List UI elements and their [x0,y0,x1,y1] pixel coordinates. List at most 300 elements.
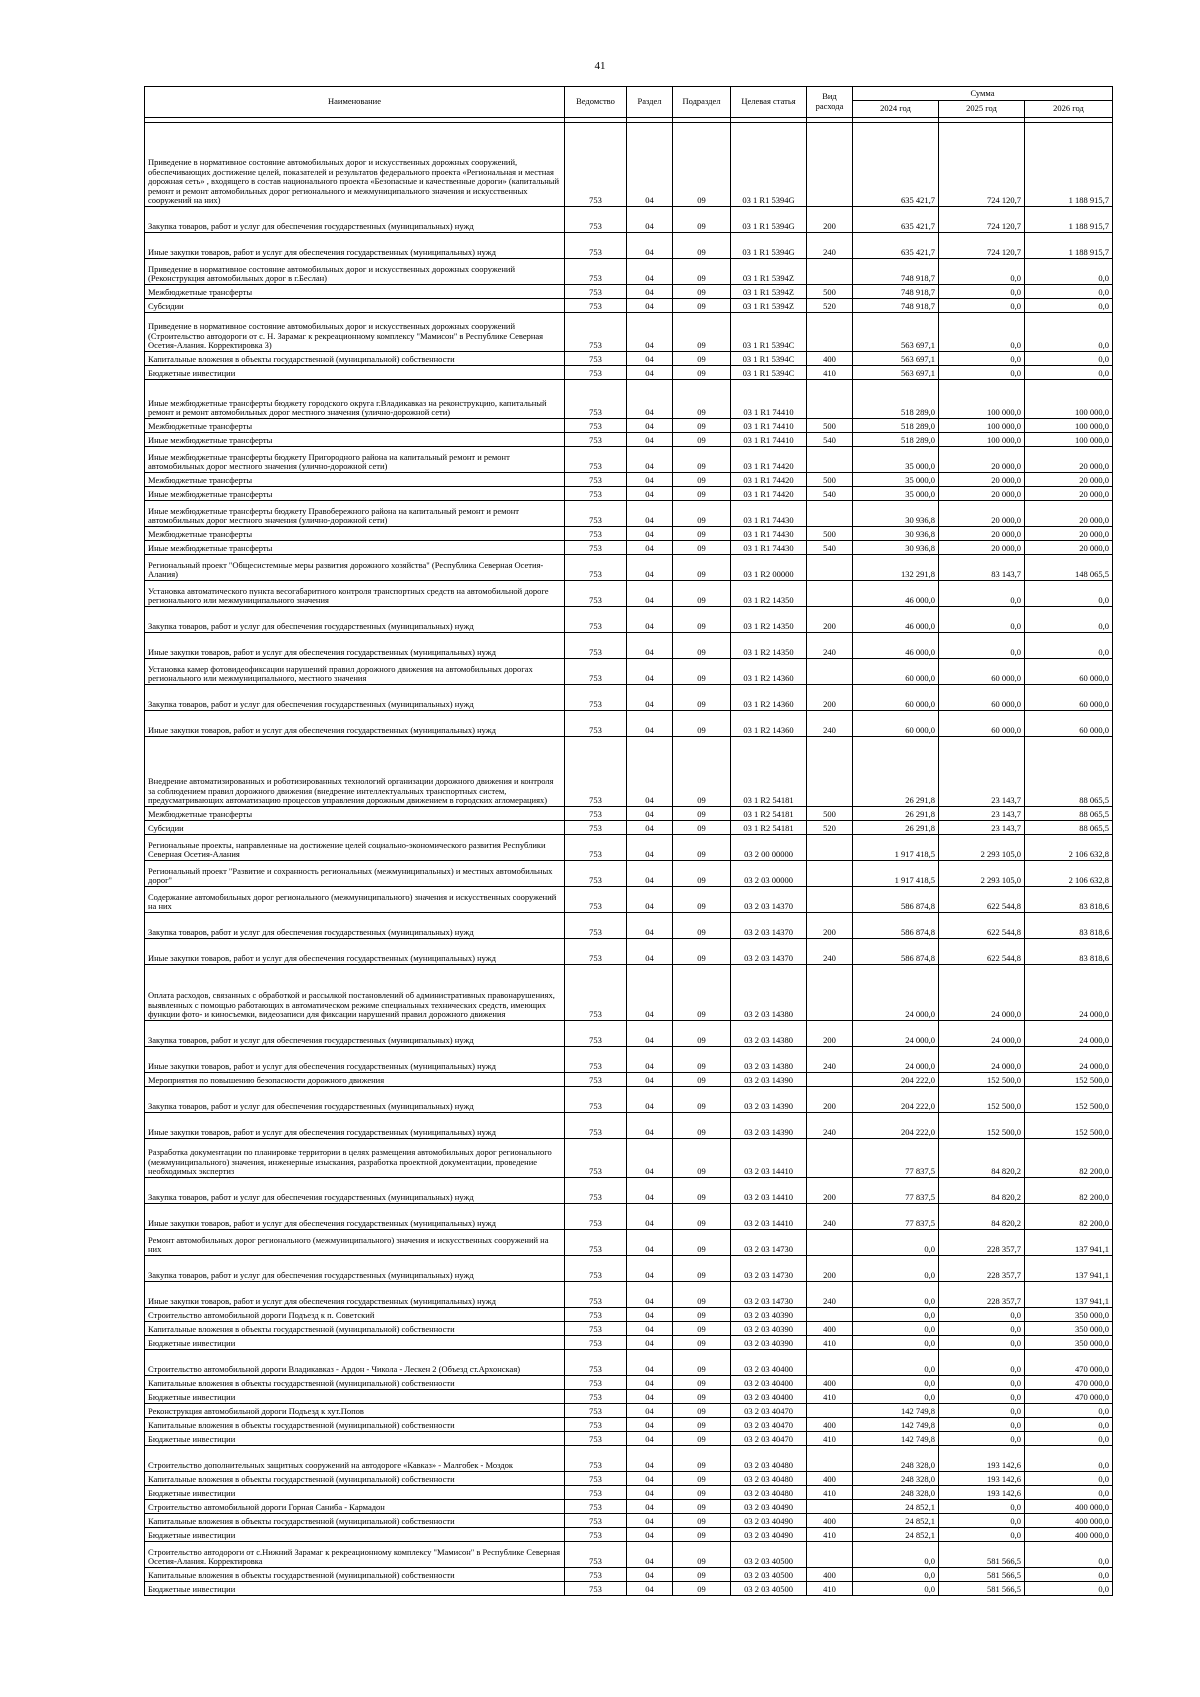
row-name: Закупка товаров, работ и услуг для обеспечения государственных (муниципальных) нужд [145,207,565,233]
row-razdel: 04 [627,1432,673,1446]
row-podrazdel: 09 [673,913,731,939]
row-podrazdel: 09 [673,835,731,861]
row-razdel: 04 [627,1418,673,1432]
row-vid-raskhoda: 400 [807,1472,853,1486]
row-sum-2026: 0,0 [1025,313,1113,352]
row-podrazdel: 09 [673,313,731,352]
table-row [145,1376,1113,1390]
row-sum-2024: 35 000,0 [853,473,939,487]
row-celevaya-statya: 03 2 03 40480 [731,1486,807,1500]
row-vid-raskhoda: 410 [807,1390,853,1404]
row-vedomstvo: 753 [565,1568,627,1582]
page-number: 41 [594,60,606,72]
row-podrazdel: 09 [673,1418,731,1432]
row-sum-2025: 23 143,7 [939,737,1025,807]
table-row [145,1582,1113,1596]
row-razdel: 04 [627,527,673,541]
row-razdel: 04 [627,1322,673,1336]
row-sum-2025: 0,0 [939,1404,1025,1418]
row-celevaya-statya: 03 1 R1 74410 [731,419,807,433]
row-vid-raskhoda [807,1350,853,1376]
row-sum-2025: 83 143,7 [939,555,1025,581]
row-name: Капитальные вложения в объекты государственной (муниципальной) собственности [145,1376,565,1390]
row-celevaya-statya: 03 2 03 40480 [731,1472,807,1486]
row-sum-2026: 350 000,0 [1025,1308,1113,1322]
row-vedomstvo: 753 [565,581,627,607]
row-celevaya-statya: 03 2 03 14380 [731,1021,807,1047]
row-sum-2024: 0,0 [853,1376,939,1390]
row-celevaya-statya: 03 2 03 14410 [731,1178,807,1204]
row-razdel: 04 [627,939,673,965]
row-razdel: 04 [627,259,673,285]
row-razdel: 04 [627,1390,673,1404]
row-celevaya-statya: 03 2 03 14380 [731,1047,807,1073]
row-sum-2026: 20 000,0 [1025,447,1113,473]
row-vedomstvo: 753 [565,1204,627,1230]
table-row [145,1322,1113,1336]
row-sum-2024: 60 000,0 [853,711,939,737]
row-name: Иные закупки товаров, работ и услуг для обеспечения государственных (муниципальных) нужд [145,233,565,259]
row-vedomstvo: 753 [565,807,627,821]
row-name: Приведение в нормативное состояние автомобильных дорог и искусственных дорожных сооружений (Строительство автодороги от с. Н. Зарамаг к рекреационному комплексу "Мамисон" в Республике Северная Осетия-Алания. Корректировка 3) [145,313,565,352]
row-podrazdel: 09 [673,861,731,887]
row-razdel: 04 [627,1087,673,1113]
table-row [145,1486,1113,1500]
table-row [145,1418,1113,1432]
row-vedomstvo: 753 [565,1376,627,1390]
row-podrazdel: 09 [673,285,731,299]
row-sum-2026: 88 065,5 [1025,821,1113,835]
table-row [145,366,1113,380]
row-celevaya-statya: 03 1 R1 5394G [731,207,807,233]
row-razdel: 04 [627,1350,673,1376]
row-podrazdel: 09 [673,965,731,1021]
table-row [145,1500,1113,1514]
table-row [145,711,1113,737]
row-sum-2026: 88 065,5 [1025,737,1113,807]
row-sum-2024: 35 000,0 [853,447,939,473]
row-celevaya-statya: 03 1 R2 14350 [731,633,807,659]
header-2025: 2025 год [939,101,1025,118]
row-vid-raskhoda [807,887,853,913]
header-summa: Сумма [853,87,1113,101]
row-sum-2024: 586 874,8 [853,887,939,913]
row-podrazdel: 09 [673,527,731,541]
row-vedomstvo: 753 [565,965,627,1021]
row-vid-raskhoda [807,1542,853,1568]
row-name: Бюджетные инвестиции [145,1528,565,1542]
row-vedomstvo: 753 [565,1432,627,1446]
row-name: Бюджетные инвестиции [145,1432,565,1446]
table-row [145,835,1113,861]
row-sum-2025: 84 820,2 [939,1139,1025,1178]
row-sum-2024: 26 291,8 [853,807,939,821]
row-vid-raskhoda: 500 [807,807,853,821]
row-name: Капитальные вложения в объекты государственной (муниципальной) собственности [145,1514,565,1528]
row-name: Строительство дополнительных защитных сооружений на автодороге «Кавказ» - Малгобек - Моздок [145,1446,565,1472]
row-vedomstvo: 753 [565,1113,627,1139]
row-vid-raskhoda [807,1139,853,1178]
table-body [145,123,1113,1596]
row-sum-2024: 204 222,0 [853,1113,939,1139]
row-sum-2025: 2 293 105,0 [939,835,1025,861]
table-row [145,1230,1113,1256]
row-name: Бюджетные инвестиции [145,1486,565,1500]
row-name: Иные закупки товаров, работ и услуг для обеспечения государственных (муниципальных) нужд [145,711,565,737]
row-celevaya-statya: 03 1 R2 14350 [731,607,807,633]
row-vedomstvo: 753 [565,1256,627,1282]
table-row [145,1047,1113,1073]
row-razdel: 04 [627,1472,673,1486]
row-sum-2026: 1 188 915,7 [1025,123,1113,207]
row-sum-2025: 0,0 [939,1432,1025,1446]
row-sum-2026: 0,0 [1025,1542,1113,1568]
row-razdel: 04 [627,1047,673,1073]
row-celevaya-statya: 03 2 03 14410 [731,1204,807,1230]
row-sum-2026: 83 818,6 [1025,887,1113,913]
row-vedomstvo: 753 [565,861,627,887]
row-podrazdel: 09 [673,380,731,419]
row-podrazdel: 09 [673,207,731,233]
row-podrazdel: 09 [673,633,731,659]
row-sum-2024: 24 852,1 [853,1528,939,1542]
row-vid-raskhoda: 240 [807,939,853,965]
row-podrazdel: 09 [673,1230,731,1256]
row-celevaya-statya: 03 2 03 14730 [731,1282,807,1308]
row-celevaya-statya: 03 1 R2 14360 [731,711,807,737]
row-razdel: 04 [627,285,673,299]
row-celevaya-statya: 03 2 03 40490 [731,1500,807,1514]
header-razdel: Раздел [627,87,673,118]
row-name: Строительство автомобильной дороги Подъезд к п. Советский [145,1308,565,1322]
table-row [145,555,1113,581]
row-celevaya-statya: 03 1 R1 5394C [731,366,807,380]
row-vedomstvo: 753 [565,1350,627,1376]
row-sum-2025: 20 000,0 [939,541,1025,555]
row-sum-2025: 20 000,0 [939,447,1025,473]
row-podrazdel: 09 [673,1350,731,1376]
row-name: Внедрение автоматизированных и роботизированных технологий организации дорожного движения и контроля за соблюдением правил дорожного движения (внедрение интеллектуальных транспортных систем, предусматривающих автоматизацию процессов управления дорожным движением в городских агломерациях) [145,737,565,807]
row-vedomstvo: 753 [565,555,627,581]
row-razdel: 04 [627,1113,673,1139]
row-celevaya-statya: 03 2 03 40390 [731,1336,807,1350]
row-sum-2025: 100 000,0 [939,419,1025,433]
row-vedomstvo: 753 [565,1087,627,1113]
row-sum-2025: 0,0 [939,352,1025,366]
row-celevaya-statya: 03 2 03 40390 [731,1308,807,1322]
row-razdel: 04 [627,380,673,419]
row-sum-2025: 60 000,0 [939,685,1025,711]
row-name: Иные закупки товаров, работ и услуг для обеспечения государственных (муниципальных) нужд [145,1047,565,1073]
row-sum-2026: 0,0 [1025,259,1113,285]
row-razdel: 04 [627,313,673,352]
row-celevaya-statya: 03 1 R1 5394Z [731,285,807,299]
row-name: Закупка товаров, работ и услуг для обеспечения государственных (муниципальных) нужд [145,1256,565,1282]
row-sum-2026: 137 941,1 [1025,1230,1113,1256]
row-sum-2026: 100 000,0 [1025,419,1113,433]
row-razdel: 04 [627,1514,673,1528]
row-sum-2024: 1 917 418,5 [853,861,939,887]
row-name: Региональный проект "Общесистемные меры развития дорожного хозяйства" (Республика Северная Осетия-Алания) [145,555,565,581]
row-vedomstvo: 753 [565,447,627,473]
row-celevaya-statya: 03 2 03 14390 [731,1087,807,1113]
row-sum-2026: 400 000,0 [1025,1528,1113,1542]
row-sum-2026: 0,0 [1025,1446,1113,1472]
row-vid-raskhoda: 500 [807,419,853,433]
row-vid-raskhoda [807,965,853,1021]
header-vedomstvo: Ведомство [565,87,627,118]
row-sum-2024: 586 874,8 [853,913,939,939]
row-vid-raskhoda [807,555,853,581]
row-name: Иные закупки товаров, работ и услуг для обеспечения государственных (муниципальных) нужд [145,939,565,965]
row-name: Иные межбюджетные трансферты бюджету Пригородного района на капитальный ремонт и ремонт автомобильных дорог местного значения (улично-дорожной сети) [145,447,565,473]
row-razdel: 04 [627,1204,673,1230]
row-sum-2025: 24 000,0 [939,1047,1025,1073]
row-name: Бюджетные инвестиции [145,1582,565,1596]
row-vedomstvo: 753 [565,1308,627,1322]
table-row [145,1390,1113,1404]
row-celevaya-statya: 03 2 03 14380 [731,965,807,1021]
row-razdel: 04 [627,1230,673,1256]
row-name: Иные межбюджетные трансферты бюджету Правобережного района на капитальный ремонт и ремонт автомобильных дорог местного значения (улично-дорожной сети) [145,501,565,527]
row-podrazdel: 09 [673,1204,731,1230]
row-sum-2024: 0,0 [853,1256,939,1282]
table-row [145,1472,1113,1486]
row-vedomstvo: 753 [565,207,627,233]
row-vedomstvo: 753 [565,527,627,541]
row-sum-2024: 77 837,5 [853,1139,939,1178]
row-sum-2026: 400 000,0 [1025,1500,1113,1514]
row-sum-2025: 60 000,0 [939,659,1025,685]
row-sum-2024: 46 000,0 [853,607,939,633]
row-vedomstvo: 753 [565,1472,627,1486]
row-vedomstvo: 753 [565,313,627,352]
row-sum-2024: 0,0 [853,1282,939,1308]
row-razdel: 04 [627,419,673,433]
row-name: Закупка товаров, работ и услуг для обеспечения государственных (муниципальных) нужд [145,1178,565,1204]
row-sum-2024: 635 421,7 [853,207,939,233]
row-name: Содержание автомобильных дорог регионального (межмуниципального) значения и искусственных сооружений на них [145,887,565,913]
row-razdel: 04 [627,1542,673,1568]
row-vid-raskhoda [807,1230,853,1256]
row-celevaya-statya: 03 2 03 40400 [731,1376,807,1390]
row-vid-raskhoda: 200 [807,1256,853,1282]
row-vedomstvo: 753 [565,1542,627,1568]
row-vedomstvo: 753 [565,659,627,685]
row-vid-raskhoda: 240 [807,1204,853,1230]
row-sum-2026: 0,0 [1025,633,1113,659]
row-sum-2024: 132 291,8 [853,555,939,581]
row-razdel: 04 [627,1500,673,1514]
row-sum-2024: 518 289,0 [853,433,939,447]
row-vedomstvo: 753 [565,913,627,939]
row-podrazdel: 09 [673,433,731,447]
row-vid-raskhoda: 200 [807,207,853,233]
row-podrazdel: 09 [673,233,731,259]
row-podrazdel: 09 [673,352,731,366]
row-sum-2026: 400 000,0 [1025,1514,1113,1528]
row-sum-2026: 60 000,0 [1025,711,1113,737]
row-name: Иные закупки товаров, работ и услуг для обеспечения государственных (муниципальных) нужд [145,1282,565,1308]
row-razdel: 04 [627,123,673,207]
row-name: Бюджетные инвестиции [145,1390,565,1404]
row-podrazdel: 09 [673,1376,731,1390]
table-row [145,419,1113,433]
row-name: Приведение в нормативное состояние автомобильных дорог и искусственных дорожных сооружений, обеспечивающих достижение целей, показателей и результатов федерального проекта «Региональная и местная дорожная сеть» , входящего в состав национального проекта «Безопасные и качественные дороги» (капитальный ремонт и ремонт автомобильных дорог регионального и межмуниципального значения и искусственных сооружений на них) [145,123,565,207]
row-razdel: 04 [627,1582,673,1596]
row-name: Установка автоматического пункта весогабаритного контроля транспортных средств на автомобильной дороге регионального или межмуниципального значения [145,581,565,607]
row-celevaya-statya: 03 1 R2 14360 [731,659,807,685]
row-celevaya-statya: 03 1 R1 74420 [731,447,807,473]
row-sum-2026: 0,0 [1025,1568,1113,1582]
budget-table [144,86,1113,1596]
row-celevaya-statya: 03 1 R1 5394C [731,352,807,366]
row-sum-2025: 622 544,8 [939,887,1025,913]
row-sum-2024: 26 291,8 [853,737,939,807]
row-sum-2026: 0,0 [1025,352,1113,366]
row-sum-2025: 228 357,7 [939,1230,1025,1256]
row-vid-raskhoda: 200 [807,1021,853,1047]
row-razdel: 04 [627,473,673,487]
row-razdel: 04 [627,607,673,633]
row-name: Иные закупки товаров, работ и услуг для обеспечения государственных (муниципальных) нужд [145,1113,565,1139]
row-sum-2026: 137 941,1 [1025,1282,1113,1308]
row-celevaya-statya: 03 1 R1 74430 [731,541,807,555]
row-vid-raskhoda: 200 [807,1087,853,1113]
row-sum-2024: 1 917 418,5 [853,835,939,861]
row-sum-2026: 60 000,0 [1025,685,1113,711]
table-row [145,1073,1113,1087]
row-celevaya-statya: 03 2 00 00000 [731,835,807,861]
row-vid-raskhoda: 540 [807,487,853,501]
row-name: Иные закупки товаров, работ и услуг для обеспечения государственных (муниципальных) нужд [145,633,565,659]
row-sum-2026: 0,0 [1025,1404,1113,1418]
row-razdel: 04 [627,207,673,233]
row-sum-2026: 1 188 915,7 [1025,233,1113,259]
row-vedomstvo: 753 [565,299,627,313]
table-row [145,1404,1113,1418]
header-vid-raskhoda: Вид расхода [807,87,853,118]
row-razdel: 04 [627,1282,673,1308]
row-sum-2026: 20 000,0 [1025,473,1113,487]
row-sum-2025: 20 000,0 [939,501,1025,527]
table-row [145,581,1113,607]
row-vedomstvo: 753 [565,685,627,711]
row-podrazdel: 09 [673,366,731,380]
row-celevaya-statya: 03 1 R1 5394Z [731,299,807,313]
row-sum-2025: 193 142,6 [939,1486,1025,1500]
row-name: Мероприятия по повышению безопасности дорожного движения [145,1073,565,1087]
row-sum-2026: 1 188 915,7 [1025,207,1113,233]
row-celevaya-statya: 03 1 R1 5394Z [731,259,807,285]
row-podrazdel: 09 [673,123,731,207]
row-celevaya-statya: 03 1 R1 5394G [731,123,807,207]
row-sum-2024: 0,0 [853,1322,939,1336]
row-vedomstvo: 753 [565,487,627,501]
row-vedomstvo: 753 [565,633,627,659]
table-row [145,1282,1113,1308]
row-celevaya-statya: 03 1 R1 5394C [731,313,807,352]
row-sum-2025: 0,0 [939,366,1025,380]
row-podrazdel: 09 [673,1139,731,1178]
row-sum-2025: 84 820,2 [939,1204,1025,1230]
row-sum-2025: 24 000,0 [939,965,1025,1021]
table-row [145,1542,1113,1568]
row-sum-2026: 470 000,0 [1025,1376,1113,1390]
table-row [145,1446,1113,1472]
row-razdel: 04 [627,1336,673,1350]
row-celevaya-statya: 03 1 R1 74430 [731,501,807,527]
row-vedomstvo: 753 [565,380,627,419]
row-vid-raskhoda [807,581,853,607]
row-vid-raskhoda: 200 [807,685,853,711]
row-sum-2024: 204 222,0 [853,1087,939,1113]
row-name: Субсидии [145,821,565,835]
row-sum-2026: 24 000,0 [1025,965,1113,1021]
row-name: Межбюджетные трансферты [145,419,565,433]
row-celevaya-statya: 03 2 03 14370 [731,887,807,913]
row-razdel: 04 [627,1528,673,1542]
row-razdel: 04 [627,1446,673,1472]
row-celevaya-statya: 03 1 R2 54181 [731,807,807,821]
row-vedomstvo: 753 [565,352,627,366]
row-sum-2025: 0,0 [939,259,1025,285]
row-sum-2026: 20 000,0 [1025,487,1113,501]
row-sum-2025: 20 000,0 [939,527,1025,541]
row-vid-raskhoda: 410 [807,366,853,380]
row-celevaya-statya: 03 1 R1 74410 [731,380,807,419]
row-podrazdel: 09 [673,581,731,607]
row-vid-raskhoda: 540 [807,541,853,555]
row-sum-2025: 60 000,0 [939,711,1025,737]
row-vid-raskhoda [807,501,853,527]
row-podrazdel: 09 [673,1472,731,1486]
row-name: Оплата расходов, связанных с обработкой и рассылкой постановлений об административных правонарушениях, выявленных с помощью работающих в автоматическом режиме специальных технических средств, имеющих функции фото- и киносъемки, видеозаписи для фиксации нарушений правил дорожного движения [145,965,565,1021]
row-razdel: 04 [627,555,673,581]
row-podrazdel: 09 [673,1322,731,1336]
row-sum-2025: 724 120,7 [939,207,1025,233]
row-podrazdel: 09 [673,447,731,473]
row-razdel: 04 [627,685,673,711]
row-sum-2024: 248 328,0 [853,1472,939,1486]
row-celevaya-statya: 03 2 03 14390 [731,1073,807,1087]
row-podrazdel: 09 [673,419,731,433]
row-vedomstvo: 753 [565,1178,627,1204]
row-podrazdel: 09 [673,259,731,285]
row-sum-2026: 20 000,0 [1025,527,1113,541]
row-razdel: 04 [627,1376,673,1390]
row-vedomstvo: 753 [565,1047,627,1073]
row-razdel: 04 [627,581,673,607]
row-name: Иные межбюджетные трансферты [145,433,565,447]
row-vid-raskhoda [807,1073,853,1087]
row-razdel: 04 [627,821,673,835]
row-vid-raskhoda: 410 [807,1528,853,1542]
row-sum-2024: 518 289,0 [853,380,939,419]
row-podrazdel: 09 [673,939,731,965]
row-sum-2025: 228 357,7 [939,1256,1025,1282]
row-sum-2026: 100 000,0 [1025,433,1113,447]
row-name: Капитальные вложения в объекты государственной (муниципальной) собственности [145,1322,565,1336]
row-sum-2026: 0,0 [1025,607,1113,633]
table-row [145,913,1113,939]
row-vedomstvo: 753 [565,1446,627,1472]
row-podrazdel: 09 [673,501,731,527]
row-podrazdel: 09 [673,1432,731,1446]
row-razdel: 04 [627,541,673,555]
row-sum-2025: 0,0 [939,1350,1025,1376]
row-name: Закупка товаров, работ и услуг для обеспечения государственных (муниципальных) нужд [145,913,565,939]
